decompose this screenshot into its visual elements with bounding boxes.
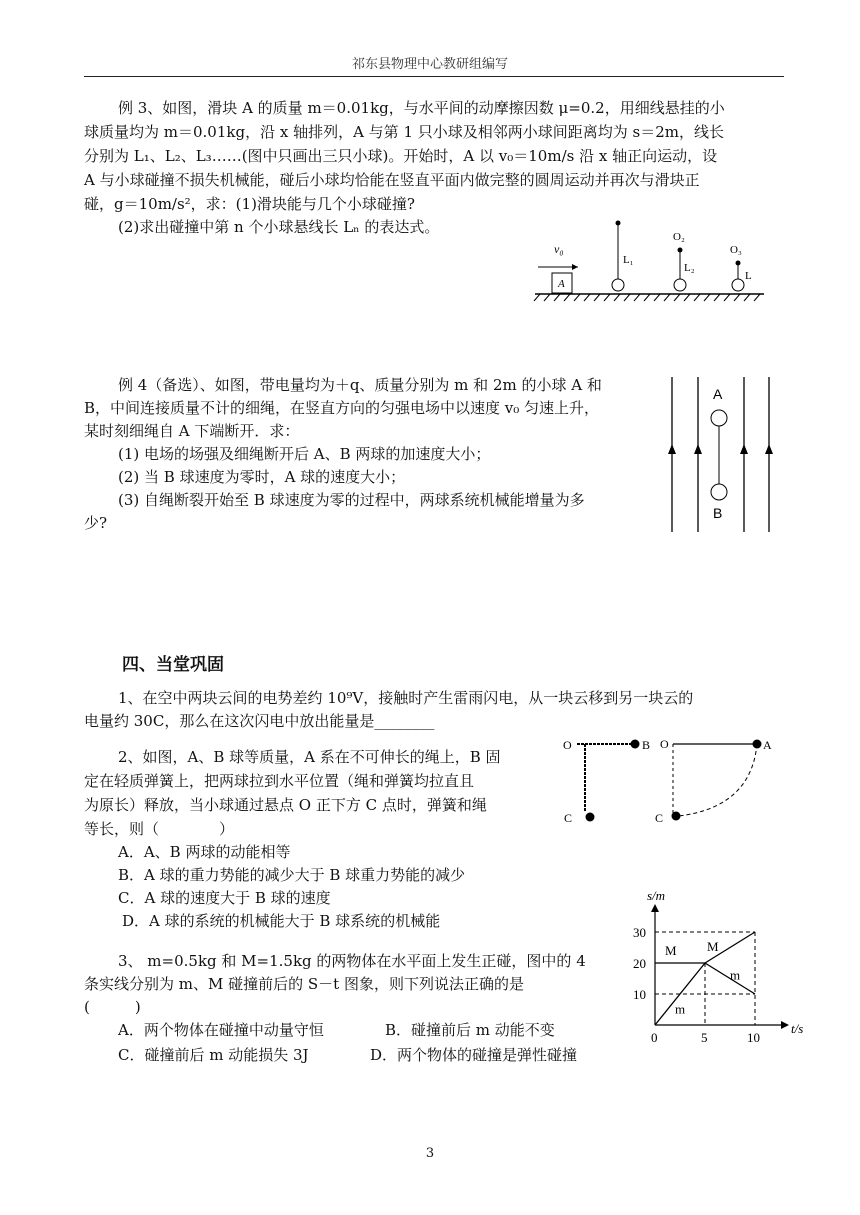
x-axis-label: t/s (791, 1021, 804, 1036)
q3-option-a: A．两个物体在碰撞中动量守恒 (118, 1021, 324, 1039)
ex3-line3: 分别为 L₁、L₂、L₃……(图中只画出三只小球)。开始时，A 以 v₀＝10m/s 沿 x 轴正向运动，设 (84, 147, 718, 165)
ex3-line4: A 与小球碰撞不损失机械能，碰后小球均恰能在竖直平面内做完整的圆周运动并再次与滑块正 (84, 171, 700, 189)
q2-option-a: A．A、B 两球的动能相等 (118, 843, 291, 861)
ex4-line3: 某时刻细绳自 A 下端断开．求： (84, 422, 300, 440)
q1-line1: 1、在空中两块云间的电势差约 10⁹V，接触时产生雷雨闪电，从一块云移到另一块云的 (118, 689, 694, 707)
q3-line2: 条实线分别为 m、M 碰撞前后的 S－t 图象，则下列说法正确的是 (84, 975, 524, 993)
y-tick-10: 10 (633, 987, 646, 1002)
q2-option-c: C．A 球的速度大于 B 球的速度 (118, 889, 331, 907)
ex4-line4: (1) 电场的场强及细绳断开后 A、B 两球的加速度大小； (118, 445, 491, 463)
q2-a-label: A (763, 738, 772, 752)
ex4-line6: (3) 自绳断裂开始至 B 球速度为零的过程中，两球系统机械能增量为多 (118, 491, 585, 509)
x-tick-10: 10 (747, 1030, 760, 1045)
ex3-line1: 例 3、如图，滑块 A 的质量 m＝0.01kg，与水平间的动摩擦因数 μ=0.2，用细线悬挂的小 (118, 99, 725, 117)
ex3-figure (530, 215, 770, 305)
page-number: 3 (425, 1146, 435, 1161)
ball-a (711, 410, 727, 426)
label-M-after: M (707, 938, 719, 954)
y-axis-arrow (651, 904, 659, 912)
label-m-before: m (675, 1001, 686, 1017)
q2-o1-label: O (563, 738, 572, 752)
st-chart (625, 890, 810, 1060)
y-tick-20: 20 (633, 956, 646, 971)
ball-3 (732, 279, 744, 291)
ex4-figure (660, 372, 785, 537)
o2-label: O₂ (673, 231, 685, 243)
q2-line1: 2、如图，A、B 球等质量，A 系在不可伸长的绳上，B 固 (118, 748, 501, 766)
page-header: 祁东县物理中心教研组编写 (351, 57, 508, 72)
l3-label: L (745, 270, 752, 282)
x-tick-5: 5 (701, 1030, 708, 1045)
q2-c2-label: C (655, 811, 664, 825)
section-title: 四、当堂巩固 (122, 655, 224, 675)
q2-line3: 为原长）释放，当小球通过悬点 O 正下方 C 点时，弹簧和绳 (84, 796, 487, 814)
ex4-line2: B，中间连接质量不计的细绳，在竖直方向的匀强电场中以速度 v₀ 匀速上升， (84, 399, 600, 417)
label-M-before: M (665, 943, 677, 958)
label-m-after: m (730, 967, 741, 983)
ball-b-label: B (713, 505, 723, 521)
q3-line1: 3、 m=0.5kg 和 M=1.5kg 的两物体在水平面上发生正碰，图中的 4 (118, 952, 586, 970)
v0-label: v₀ (554, 242, 564, 256)
q3-option-c: C．碰撞前后 m 动能损失 3J (118, 1046, 309, 1064)
q3-option-d: D．两个物体的碰撞是弹性碰撞 (370, 1046, 578, 1064)
q2-option-b: B．A 球的重力势能的减少大于 B 球重力势能的减少 (118, 866, 466, 884)
q2-figure (555, 732, 785, 832)
y-axis-label: s/m (647, 890, 666, 903)
l1-label: L₁ (623, 254, 634, 266)
q2-line4: 等长，则（ ） (84, 820, 235, 838)
ex3-line5: 碰，g＝10m/s²，求：(1)滑块能与几个小球碰撞? (84, 195, 415, 213)
ex3-line6: (2)求出碰撞中第 n 个小球悬线长 Lₙ 的表达式。 (118, 218, 440, 236)
ex3-line2: 球质量均为 m＝0.01kg，沿 x 轴排列，A 与第 1 只小球及相邻两小球间距离均为 s＝2m，线长 (84, 123, 724, 141)
x-tick-0: 0 (651, 1030, 658, 1045)
ball-1 (612, 279, 624, 291)
q3-option-b: B．碰撞前后 m 动能不变 (385, 1021, 555, 1039)
ex4-line7: 少? (84, 514, 108, 532)
ex4-line1: 例 4（备选）、如图，带电量均为＋q、质量分别为 m 和 2m 的小球 A 和 (118, 376, 602, 394)
l2-label: L₂ (684, 262, 695, 274)
header-rule (84, 76, 784, 77)
q3-line3: ( ) (84, 998, 141, 1016)
q2-b-label: B (642, 738, 651, 752)
o3-label: O₃ (730, 244, 742, 256)
block-a-label: A (558, 278, 565, 290)
ball-a-label: A (713, 386, 723, 402)
y-tick-30: 30 (633, 925, 646, 940)
q1-line2: 电量约 30C，那么在这次闪电中放出能量是________ (84, 712, 435, 730)
q2-o2-label: O (660, 737, 669, 751)
ball-b (711, 484, 727, 500)
q2-line2: 定在轻质弹簧上，把两球拉到水平位置（绳和弹簧均拉直且 (84, 772, 475, 790)
q2-c1-label: C (564, 811, 573, 825)
x-axis-arrow (781, 1021, 789, 1029)
q2-option-d: D．A 球的系统的机械能大于 B 球系统的机械能 (122, 912, 441, 930)
ex4-line5: (2) 当 B 球速度为零时，A 球的速度大小； (118, 468, 406, 486)
ball-2 (674, 279, 686, 291)
